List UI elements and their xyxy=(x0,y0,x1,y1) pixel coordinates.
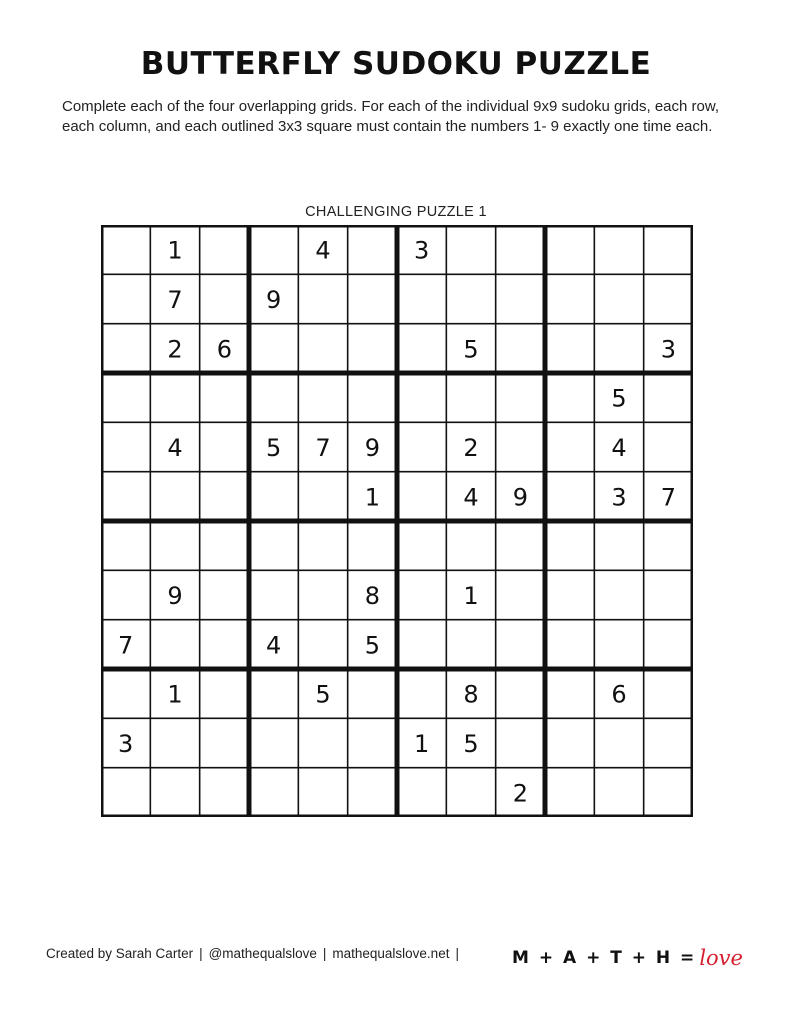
grid-cell xyxy=(446,521,495,570)
grid-cell xyxy=(298,718,347,767)
grid-cell xyxy=(200,422,249,471)
cell-number: 9 xyxy=(167,582,183,610)
grid-cell xyxy=(200,521,249,570)
logo-text: M + A + T + H = xyxy=(512,948,697,968)
grid-cell xyxy=(298,521,347,570)
grid-cell xyxy=(594,570,643,619)
grid-cell xyxy=(545,570,594,619)
grid-cell xyxy=(545,324,594,373)
grid-cell xyxy=(298,472,347,521)
grid-cell xyxy=(644,570,693,619)
grid-cell xyxy=(249,373,298,422)
grid-cell xyxy=(348,225,397,274)
cell-number: 6 xyxy=(216,335,232,364)
cell-number: 3 xyxy=(660,335,676,364)
grid-cell xyxy=(249,472,298,521)
grid-cell xyxy=(101,324,150,373)
grid-cell xyxy=(397,274,446,323)
cell-number: 5 xyxy=(611,384,627,413)
grid-cell xyxy=(545,620,594,669)
grid-cell xyxy=(298,373,347,422)
cell-number: 9 xyxy=(512,483,528,512)
cell-number: 4 xyxy=(167,434,183,462)
grid-cell xyxy=(200,225,249,274)
grid-cell xyxy=(101,422,150,471)
grid-cell xyxy=(249,669,298,718)
grid-cell xyxy=(101,373,150,422)
grid-cell xyxy=(545,373,594,422)
grid-cell xyxy=(397,669,446,718)
grid-cell xyxy=(545,521,594,570)
grid-cell xyxy=(249,324,298,373)
cell-number: 9 xyxy=(266,286,282,314)
grid-cell xyxy=(200,718,249,767)
grid-cell xyxy=(298,324,347,373)
logo-love: love xyxy=(699,946,743,970)
cell-number: 3 xyxy=(611,483,627,512)
grid-cell xyxy=(545,225,594,274)
grid-cell xyxy=(249,225,298,274)
grid-cell xyxy=(397,373,446,422)
grid-cell xyxy=(101,274,150,323)
grid-cell xyxy=(101,669,150,718)
grid-cell xyxy=(348,521,397,570)
grid-cell xyxy=(594,274,643,323)
grid-cell xyxy=(298,620,347,669)
footer-credits xyxy=(46,946,465,961)
grid-cell xyxy=(496,718,545,767)
grid-cell xyxy=(594,718,643,767)
cell-number: 1 xyxy=(167,680,183,709)
grid-cell xyxy=(545,472,594,521)
grid-cell xyxy=(249,768,298,817)
cell-number: 1 xyxy=(414,730,430,758)
grid-cell xyxy=(446,768,495,817)
cell-number: 8 xyxy=(463,680,479,709)
cell-number: 4 xyxy=(266,631,282,660)
grid-cell xyxy=(545,718,594,767)
grid-cell xyxy=(545,669,594,718)
cell-number: 7 xyxy=(315,434,331,462)
grid-cell xyxy=(545,422,594,471)
grid-cell xyxy=(594,225,643,274)
footer-website[interactable]: mathequalslove.net xyxy=(332,946,450,961)
grid-cell xyxy=(200,768,249,817)
footer-handle[interactable]: @mathequalslove xyxy=(208,946,317,961)
grid-cell xyxy=(150,620,199,669)
cell-number: 5 xyxy=(463,335,479,364)
grid-cell xyxy=(397,521,446,570)
grid-cell xyxy=(249,570,298,619)
grid-cell xyxy=(200,472,249,521)
grid-cell xyxy=(348,274,397,323)
grid-cell xyxy=(249,718,298,767)
cell-number: 5 xyxy=(315,680,331,709)
grid-cell xyxy=(298,768,347,817)
cell-number: 1 xyxy=(364,483,380,512)
cell-number: 3 xyxy=(118,730,134,758)
footer-separator: | xyxy=(199,946,203,961)
cell-number: 1 xyxy=(167,236,183,265)
math-equals-love-logo xyxy=(512,944,743,972)
footer-credit: Created by Sarah Carter xyxy=(46,946,194,961)
grid-cell xyxy=(200,620,249,669)
grid-cell xyxy=(496,324,545,373)
cell-number: 2 xyxy=(512,779,528,808)
grid-cell xyxy=(496,521,545,570)
cell-number: 4 xyxy=(611,434,627,462)
footer-separator: | xyxy=(322,946,327,961)
cell-number: 7 xyxy=(660,483,676,512)
grid-cell xyxy=(101,570,150,619)
grid-cell xyxy=(101,472,150,521)
grid-cell xyxy=(200,669,249,718)
grid-cell xyxy=(150,718,199,767)
sudoku-grid xyxy=(101,225,693,817)
grid-cell xyxy=(496,274,545,323)
cell-number: 4 xyxy=(315,236,331,265)
cell-number: 5 xyxy=(463,730,479,758)
grid-cell xyxy=(545,768,594,817)
grid-cell xyxy=(644,521,693,570)
grid-cell xyxy=(150,373,199,422)
grid-cell xyxy=(644,274,693,323)
cell-number: 8 xyxy=(364,582,380,610)
grid-cell xyxy=(348,373,397,422)
cell-number: 5 xyxy=(364,631,380,660)
cell-number: 4 xyxy=(463,483,479,512)
grid-cell xyxy=(644,620,693,669)
grid-cell xyxy=(644,422,693,471)
grid-cell xyxy=(101,768,150,817)
puzzle-label: CHALLENGING PUZZLE 1 xyxy=(305,204,487,220)
grid-cell xyxy=(298,274,347,323)
grid-cell xyxy=(101,225,150,274)
grid-cell xyxy=(397,570,446,619)
grid-cell xyxy=(496,225,545,274)
grid-cell xyxy=(644,669,693,718)
grid-cell xyxy=(200,570,249,619)
cell-number: 5 xyxy=(266,434,282,462)
cell-number: 7 xyxy=(118,631,134,660)
grid-cell xyxy=(594,768,643,817)
grid-cell xyxy=(348,768,397,817)
grid-cell xyxy=(594,521,643,570)
grid-cell xyxy=(446,274,495,323)
grid-cell xyxy=(348,324,397,373)
grid-cell xyxy=(101,521,150,570)
grid-cell xyxy=(594,324,643,373)
grid-cell xyxy=(496,373,545,422)
grid-cell xyxy=(496,669,545,718)
grid-cell xyxy=(397,324,446,373)
grid-cell xyxy=(446,620,495,669)
grid-cell xyxy=(397,768,446,817)
grid-cell xyxy=(150,521,199,570)
grid-cell xyxy=(496,422,545,471)
grid-cell xyxy=(397,620,446,669)
grid-cell xyxy=(496,620,545,669)
grid-cell xyxy=(496,570,545,619)
cell-number: 2 xyxy=(167,335,183,364)
grid-cell xyxy=(348,718,397,767)
grid-cell xyxy=(545,274,594,323)
grid-cell xyxy=(594,620,643,669)
grid-cell xyxy=(200,373,249,422)
grid-cell xyxy=(348,669,397,718)
grid-cell xyxy=(200,274,249,323)
cell-number: 3 xyxy=(414,236,430,265)
grid-cell xyxy=(644,373,693,422)
grid-cell xyxy=(397,422,446,471)
grid-cell xyxy=(644,768,693,817)
grid-cell xyxy=(644,718,693,767)
grid-cell xyxy=(644,225,693,274)
grid-cell xyxy=(150,472,199,521)
grid-cell xyxy=(298,570,347,619)
footer-separator: | xyxy=(455,946,459,961)
instructions-text: Complete each of the four overlapping grids. For each of the individual 9x9 sudoku grids, each row, each column, and each outlined 3x3 square must contain the numbers 1- 9 exactly one time each. xyxy=(62,98,720,135)
grid-cell xyxy=(446,225,495,274)
grid-cell xyxy=(249,521,298,570)
cell-number: 1 xyxy=(463,582,479,610)
cell-number: 2 xyxy=(463,434,479,462)
page-title: BUTTERFLY SUDOKU PUZZLE xyxy=(140,46,652,82)
cell-number: 6 xyxy=(611,680,627,709)
grid-cell xyxy=(150,768,199,817)
grid-cell xyxy=(397,472,446,521)
grid-cell xyxy=(446,373,495,422)
cell-number: 7 xyxy=(167,286,183,314)
cell-number: 9 xyxy=(364,434,380,462)
